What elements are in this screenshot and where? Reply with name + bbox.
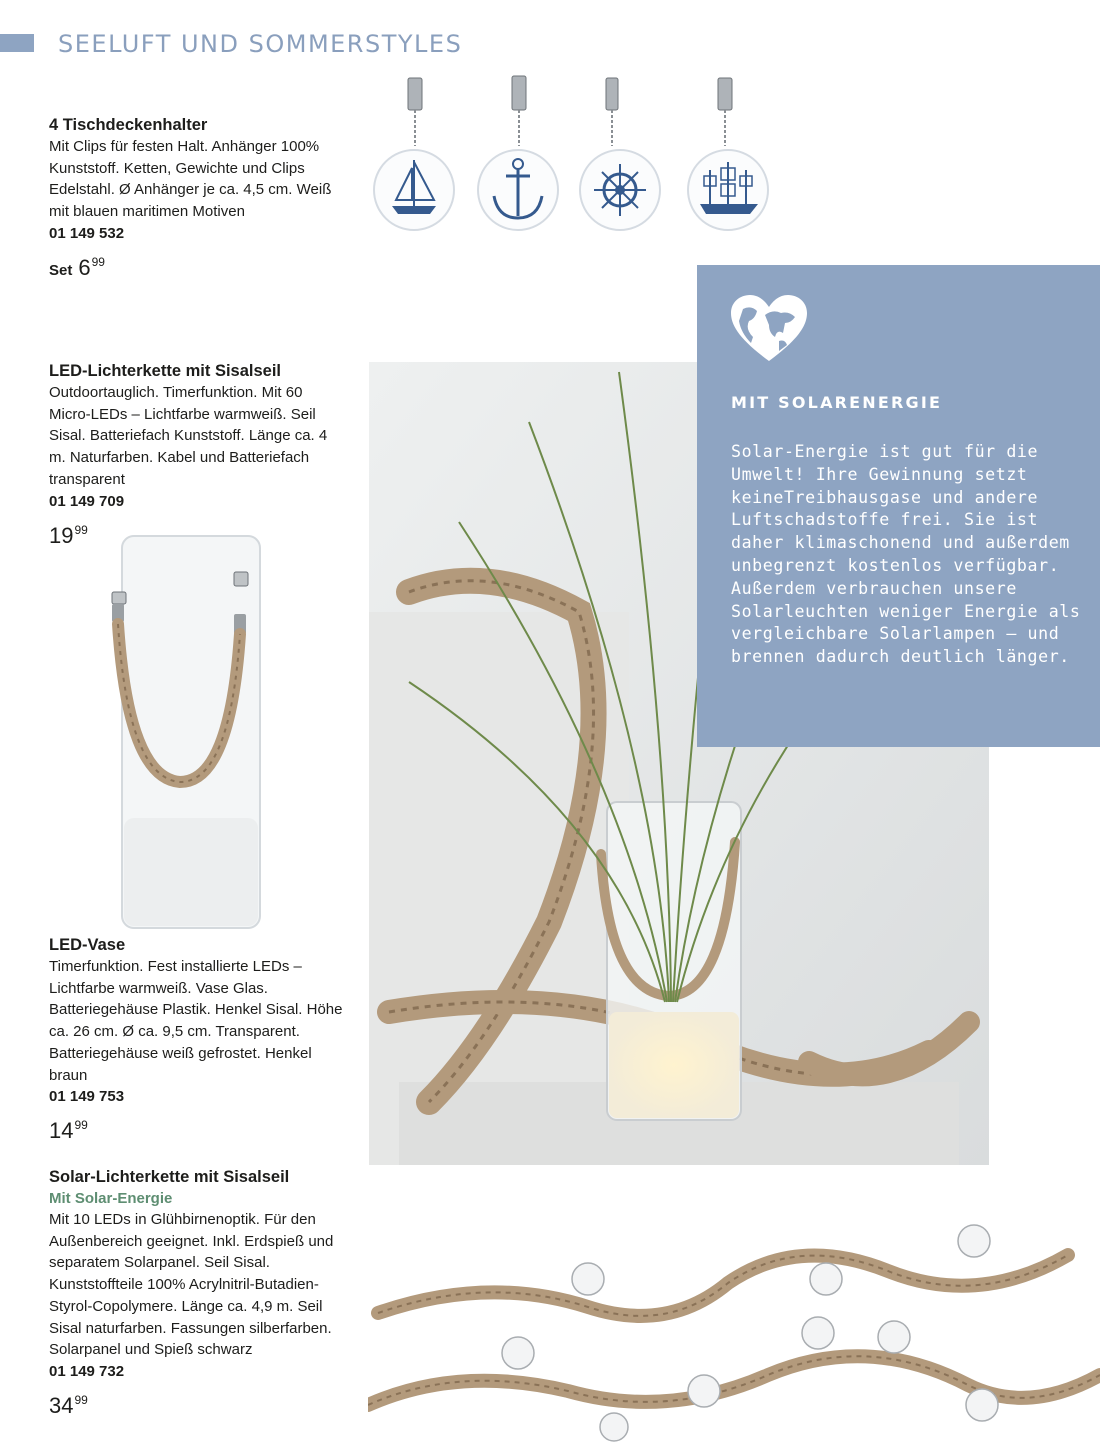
product-article-number: 01 149 709 [49, 492, 125, 510]
product-led-string-sisal [49, 360, 369, 549]
solar-string-image [368, 1215, 1100, 1443]
product-description: Timerfunktion. Fest installierte LEDs – Lichtfarbe warmweiß. Vase Glas. Batteriegehäuse Plastik. Henkel Sisal. Höhe ca. 26 cm. Ø ca. 9,5 cm. Transparent. Batteriegehäuse weiß gefrostet. Henkel braun [49, 958, 343, 1084]
price-cents: 99 [74, 1118, 88, 1133]
product-tablecloth-holders [49, 114, 369, 284]
pendant-tall-ship [688, 78, 768, 230]
product-description: Outdoortauglich. Timerfunktion. Mit 60 Micro-LEDs – Lichtfarbe warmweiß. Seil Sisal. Batteriefach Kunststoff. Länge ca. 4 m. Naturfarben. Kabel und Batteriefach transparent [49, 384, 328, 488]
product-title: LED-Vase [49, 936, 126, 954]
pendant-ship-wheel [580, 78, 660, 230]
info-text: Solar-Energie ist gut für die Umwelt! Ihre Gewinnung setzt keineTreibhausgase und andere Luftschadstoffe frei. Sie ist daher klimaschonend und außerdem unbegrenzt kostenlos verfügbar. Außerdem verbrauchen unsere Solarleuchten weniger Energie als vergleichbare Solarlampen – und brennen dadurch deutlich länger. [731, 442, 1081, 667]
page-title: SEELUFT UND SOMMERSTYLES [58, 30, 463, 58]
price-cents: 99 [74, 522, 88, 537]
pendant-anchor [478, 76, 558, 230]
product-led-vase [49, 934, 369, 1144]
product-title: LED-Lichterkette mit Sisalseil [49, 362, 281, 380]
product-article-number: 01 149 732 [49, 1362, 125, 1380]
tablecloth-holders-image [372, 72, 782, 244]
product-title: 4 Tischdeckenhalter [49, 116, 208, 134]
product-price [49, 249, 369, 284]
product-price [49, 1387, 369, 1419]
product-solar-string-sisal [49, 1166, 369, 1419]
header-accent-bar [0, 34, 34, 52]
price-cents: 99 [91, 254, 105, 269]
solar-info-box [697, 265, 1100, 747]
pendant-sailboat [374, 78, 454, 230]
product-description: Mit Clips für festen Halt. Anhänger 100% Kunststoff. Ketten, Gewichte und Clips Edelstahl. Ø Anhänger je ca. 4,5 cm. Weiß mit blauen maritimen Motiven [49, 138, 332, 221]
price-main: 34 [49, 1392, 74, 1418]
product-price [49, 1112, 369, 1144]
product-subtitle: Mit Solar-Energie [49, 1190, 173, 1207]
price-main: 19 [49, 522, 74, 548]
price-unit: Set [49, 261, 73, 279]
product-title: Solar-Lichterkette mit Sisalseil [49, 1168, 290, 1186]
product-description: Mit 10 LEDs in Glühbirnenoptik. Für den Außenbereich geeignet. Inkl. Erdspieß und separatem Solarpanel. Seil Sisal. Kunststoffteile 100% Acrylnitril-Butadien-Styrol-Copolymere. Länge ca. 4,9 m. Seil Sisal naturfarben. Fassungen silberfarben. Solarpanel und Spieß schwarz [49, 1211, 334, 1359]
info-title: MIT SOLARENERGIE [731, 393, 943, 412]
product-article-number: 01 149 532 [49, 224, 125, 242]
price-main: 6 [78, 254, 91, 280]
heart-globe-icon [729, 293, 809, 365]
led-vase-image [98, 528, 284, 936]
price-main: 14 [49, 1118, 74, 1144]
product-article-number: 01 149 753 [49, 1088, 125, 1106]
price-cents: 99 [74, 1392, 88, 1407]
